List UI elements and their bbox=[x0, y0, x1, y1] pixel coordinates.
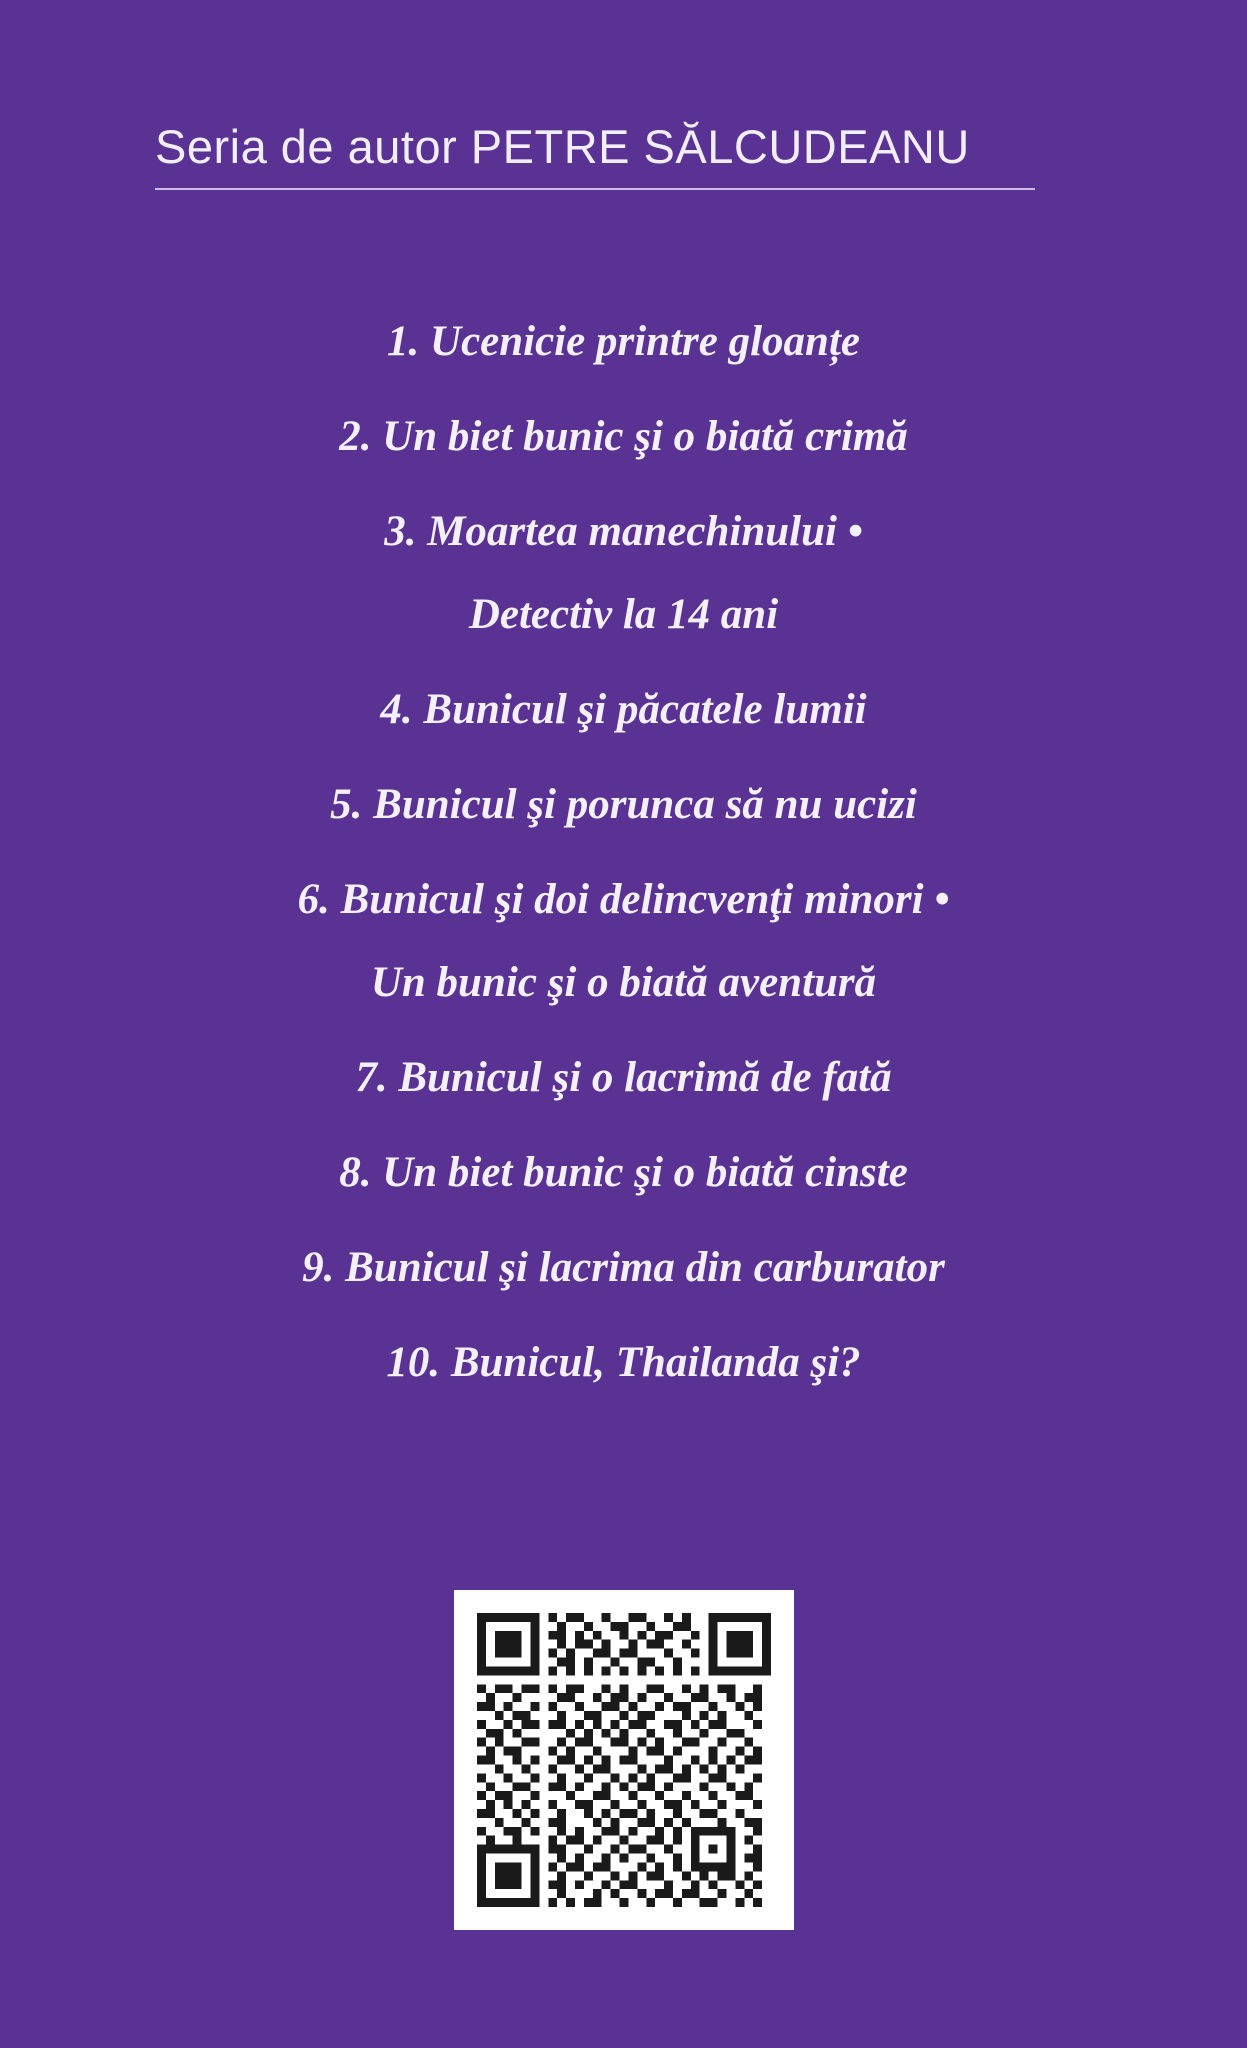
list-item-line2: Un bunic şi o biată aventură bbox=[370, 959, 877, 1006]
list-item-line1: 8. Un biet bunic şi o biată cinste bbox=[339, 1149, 908, 1196]
list-item-line1: 7. Bunicul şi o lacrimă de fată bbox=[355, 1054, 892, 1101]
list-item-line1: 5. Bunicul şi porunca să nu ucizi bbox=[330, 781, 917, 828]
list-item bbox=[0, 415, 1247, 458]
page-title: Seria de autor PETRE SĂLCUDEANU bbox=[155, 120, 970, 173]
list-item bbox=[0, 1341, 1247, 1384]
list-item-line1: 6. Bunicul şi doi delincvenţi minori • bbox=[297, 876, 950, 923]
qr-code-icon bbox=[477, 1613, 771, 1907]
list-item-line1: 2. Un biet bunic şi o biată crimă bbox=[339, 413, 908, 460]
list-item bbox=[0, 1056, 1247, 1099]
list-item bbox=[0, 688, 1247, 731]
list-item-line2: Detectiv la 14 ani bbox=[468, 591, 779, 638]
list-item bbox=[0, 1246, 1247, 1289]
series-list bbox=[0, 320, 1247, 1436]
list-item bbox=[0, 878, 1247, 1004]
list-item-line1: 1. Ucenicie printre gloanțe bbox=[387, 318, 860, 365]
list-item bbox=[0, 510, 1247, 636]
header bbox=[155, 120, 1045, 190]
qr-code[interactable] bbox=[454, 1590, 794, 1930]
list-item-line1: 3. Moartea manechinului • bbox=[384, 508, 863, 555]
list-item bbox=[0, 783, 1247, 826]
header-divider bbox=[155, 188, 1035, 190]
list-item bbox=[0, 1151, 1247, 1194]
list-item-line1: 4. Bunicul şi păcatele lumii bbox=[380, 686, 867, 733]
list-item-line1: 10. Bunicul, Thailanda şi? bbox=[386, 1339, 861, 1386]
list-item bbox=[0, 320, 1247, 363]
list-item-line1: 9. Bunicul şi lacrima din carburator bbox=[302, 1244, 945, 1291]
